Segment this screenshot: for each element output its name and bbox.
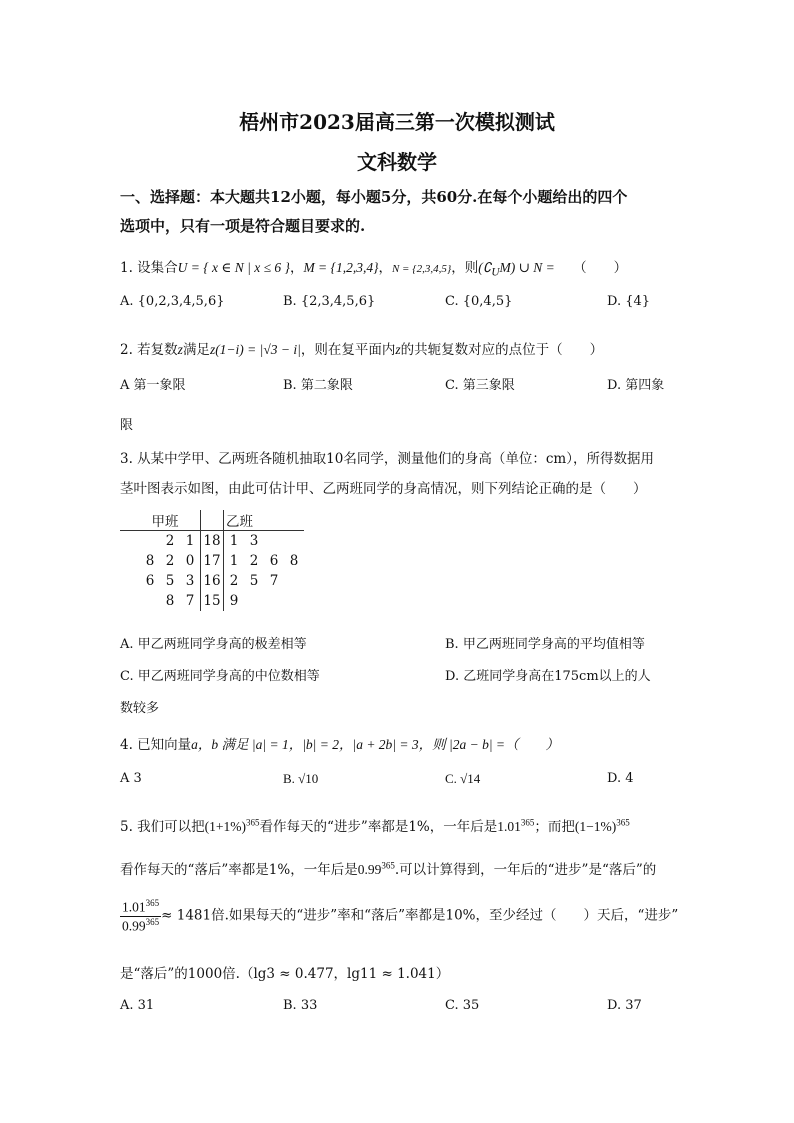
q1-set-u: U = { x ∈ N | x ≤ 6 } xyxy=(177,260,290,275)
q2-expr: z(1−i) = |√3 − i| xyxy=(209,342,301,357)
question-4 xyxy=(120,733,559,753)
stem-value: 18 xyxy=(201,531,224,552)
q4-option-c[interactable]: C. √14 xyxy=(445,771,481,786)
q1-ask-prefix: ，则 xyxy=(451,260,479,276)
stem-leaf-row: 6 5 3 16 2 5 7 xyxy=(145,573,279,589)
stem-leaf-row: 2 1 18 1 3 xyxy=(120,531,304,552)
q5-option-b[interactable]: B. 33 xyxy=(283,998,318,1013)
q2-text-a: 2. 若复数 xyxy=(120,342,178,358)
stem-value: 16 xyxy=(201,571,224,591)
q2-option-b[interactable]: B. 第二象限 xyxy=(283,378,353,393)
question-3-line2: 茎叶图表示如图，由此可估计甲、乙两班同学的身高情况，则下列结论正确的是（ ） xyxy=(120,481,647,497)
stem-leaf-row: 8 7 15 9 xyxy=(165,593,239,609)
question-5-line1: 5. 我们可以把$(1+1\%)^{365}$看作每天的“进步”率都是1%，一年后是1.01$^{365}$；而把$(1-1\%)^{365}$ xyxy=(120,817,630,835)
q2-var-z: z xyxy=(177,342,183,357)
q2-option-a[interactable]: A 第一象限 xyxy=(120,378,186,393)
q2-text-d: 的共轭复数对应的点位于（ ） xyxy=(400,342,604,358)
section-heading-line1: 一、选择题：本大题共12小题，每小题5分，共60分.在每个小题给出的四个 xyxy=(120,188,628,206)
q5-option-c[interactable]: C. 35 xyxy=(445,998,480,1013)
q2-option-d-wrap: 限 xyxy=(120,418,134,433)
q2-text-c: ，则在复平面内 xyxy=(300,342,396,358)
q3-option-d[interactable]: D. 乙班同学身高在175cm以上的人 xyxy=(445,669,651,684)
q1-answer-paren: （ ） xyxy=(573,260,628,276)
q5-option-a[interactable]: A. 31 xyxy=(120,998,155,1013)
question-5-line4: 是“落后”的1000倍.（lg3 ≈ 0.477，lg11 ≈ 1.041） xyxy=(120,966,450,982)
q1-option-a[interactable]: A. {0,2,3,4,5,6} xyxy=(120,294,225,309)
question-5-line2: 看作每天的“落后”率都是1%，一年后是0.99$^{365}$.可以计算得到，一年后的“进步”是“落后”的 xyxy=(120,860,657,878)
right-class-header: 乙班 xyxy=(226,514,253,530)
section-heading-line2: 选项中，只有一项是符合题目要求的. xyxy=(120,217,366,235)
page-subtitle: 文科数学 xyxy=(357,150,437,174)
q3-option-c[interactable]: C. 甲乙两班同学身高的中位数相等 xyxy=(120,669,320,684)
q1-set-m: M = {1,2,3,4} xyxy=(303,260,379,275)
q1-ask-sub: U xyxy=(491,266,500,279)
page-title: 梧州市2023届高三第一次模拟测试 xyxy=(239,110,555,134)
q4-option-a[interactable]: A 3 xyxy=(120,771,142,786)
q1-ask-tail: M) ∪ N = xyxy=(499,260,555,275)
question-2 xyxy=(120,338,603,358)
q1-set-n: N = {2,3,4,5} xyxy=(391,263,452,275)
stem-leaf-header-row xyxy=(120,510,304,531)
q2-var-z2: z xyxy=(395,342,401,357)
question-1: 1. 设集合U = { x ∈ N | x ≤ 6 }，M = {1,2,3,4}，N = {2,3,4,5}，则$(∁_UM)$ ∪ N = （ ） xyxy=(120,260,628,279)
q1-option-b[interactable]: B. {2,3,4,5,6} xyxy=(283,294,376,309)
q4-text: 4. 已知向量 xyxy=(120,737,192,753)
stem-value: 15 xyxy=(201,591,224,611)
q3-option-d-wrap: 数较多 xyxy=(120,701,160,716)
question-5-line3: $\frac{1.01^{365}}{0.99^{365}}$ ≈ 1481倍.如果每天的“进步”率和“落后”率都是10%，至少经过（ ）天后，“进步” xyxy=(122,898,679,933)
q4-option-d[interactable]: D. 4 xyxy=(607,771,634,786)
q4-expr: a，b 满足 |a| = 1，|b| = 2，|a + 2b| = 3，则 |2a − b| =（ ） xyxy=(191,737,560,752)
question-3-line1: 3. 从某中学甲、乙两班各随机抽取10名同学，测量他们的身高（单位：cm），所得数据用 xyxy=(120,451,654,467)
q2-option-d[interactable]: D. 第四象 xyxy=(607,378,665,393)
left-class-header: 甲班 xyxy=(151,514,179,530)
q5-option-d[interactable]: D. 37 xyxy=(607,998,642,1013)
q4-option-b[interactable]: B. √10 xyxy=(283,771,319,786)
stem-leaf-table xyxy=(120,510,304,611)
q2-option-c[interactable]: C. 第三象限 xyxy=(445,378,515,393)
stem-leaf-row: 8 2 0 17 1 2 6 8 xyxy=(145,553,299,569)
q1-option-d[interactable]: D. {4} xyxy=(607,294,651,309)
q2-text-b: 满足 xyxy=(182,342,210,358)
q3-option-b[interactable]: B. 甲乙两班同学身高的平均值相等 xyxy=(445,637,645,652)
q1-ask-expr: (∁ xyxy=(478,260,492,275)
q5-fraction: $\frac{1.01^{365}}{0.99^{365}}$ xyxy=(122,898,160,933)
q1-option-c[interactable]: C. {0,4,5} xyxy=(445,294,513,309)
q1-prefix: 1. 设集合 xyxy=(120,260,178,276)
stem-value: 17 xyxy=(201,551,224,571)
q3-option-a[interactable]: A. 甲乙两班同学身高的极差相等 xyxy=(120,637,307,652)
